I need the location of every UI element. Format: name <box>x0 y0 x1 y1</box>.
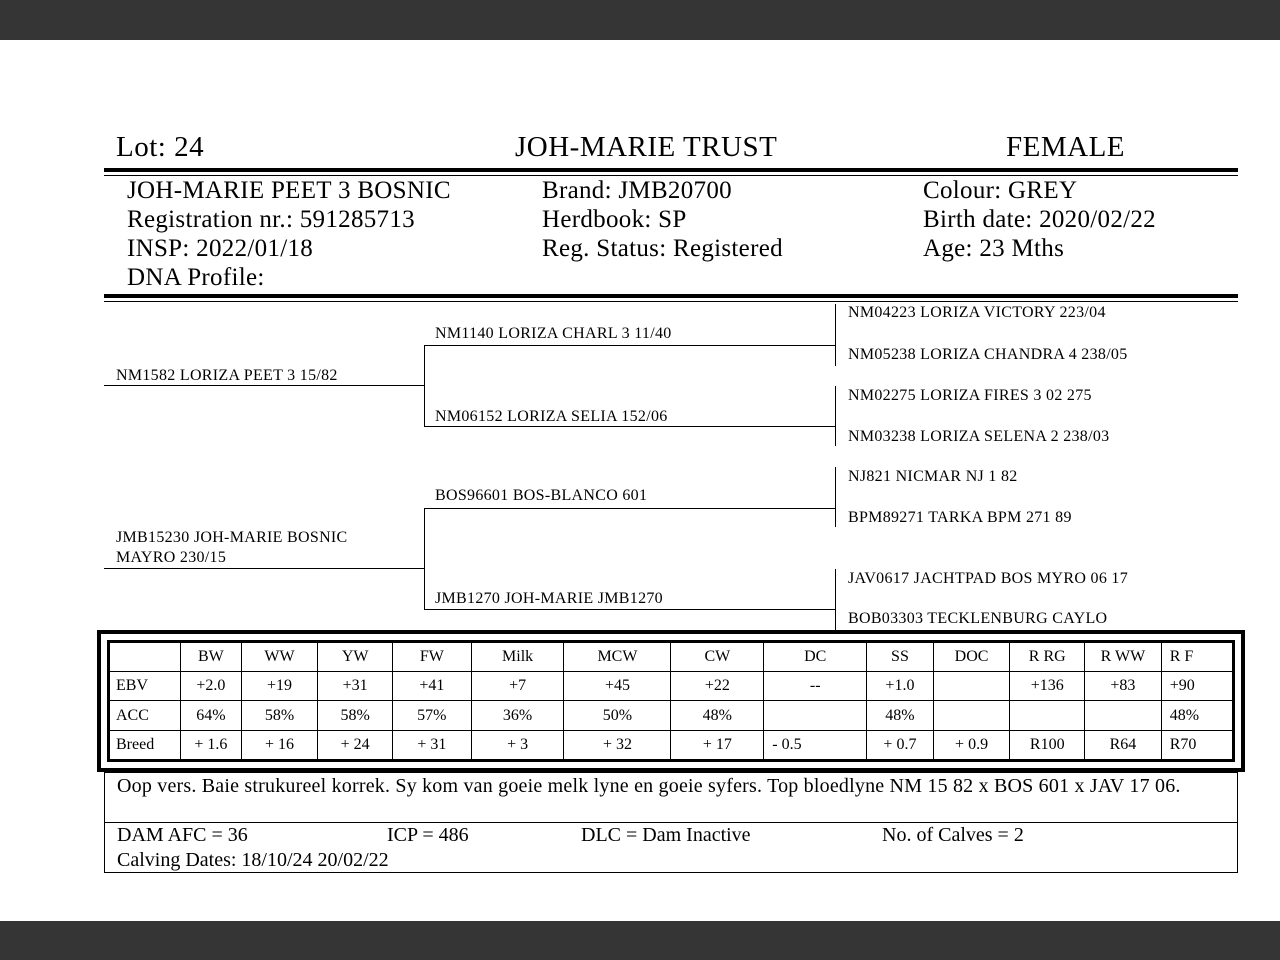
acc-cell: 50% <box>564 701 671 730</box>
acc-cell: 48% <box>671 701 764 730</box>
dam-line-2: MAYRO 230/15 <box>116 549 227 566</box>
ebv-cell: +19 <box>241 672 318 701</box>
acc-cell: 58% <box>241 701 318 730</box>
ebv-header: Milk <box>471 643 564 672</box>
dna-profile: DNA Profile: <box>127 264 265 291</box>
header-rule-thick <box>104 168 1238 172</box>
ebv-row-label: EBV <box>110 672 181 701</box>
dam-dam: JMB1270 JOH-MARIE JMB1270 <box>435 590 663 607</box>
comment-text: Oop vers. Baie strukureel korrek. Sy kom van goeie melk lyne en goeie syfers. Top bloedlyne NM 15 82 x BOS 601 x JAV 17 06. <box>117 775 1181 797</box>
ebv-table <box>110 643 1232 759</box>
acc-cell: 36% <box>471 701 564 730</box>
dam-afc: DAM AFC = 36 <box>117 824 248 846</box>
ebv-cell: +1.0 <box>867 672 934 701</box>
breed-row <box>110 730 1232 759</box>
number-of-calves: No. of Calves = 2 <box>882 824 1024 846</box>
dam-dam-dam: BOB03303 TECKLENBURG CAYLO <box>848 610 1108 627</box>
breed-cell: R100 <box>1010 730 1085 759</box>
ebv-header: DC <box>764 643 867 672</box>
ebv-row <box>110 672 1232 701</box>
dam-dam-sire: JAV0617 JACHTPAD BOS MYRO 06 17 <box>848 570 1129 587</box>
birth-date: Birth date: 2020/02/22 <box>923 206 1156 233</box>
info-rule-thick <box>104 294 1238 298</box>
dam-sire-dam: BPM89271 TARKA BPM 271 89 <box>848 509 1072 526</box>
sire-sire-dam: NM05238 LORIZA CHANDRA 4 238/05 <box>848 346 1128 363</box>
sire-dam-sire: NM02275 LORIZA FIRES 3 02 275 <box>848 387 1092 404</box>
breed-cell: + 31 <box>392 730 471 759</box>
breed-cell: R64 <box>1085 730 1162 759</box>
ebv-cell: +2.0 <box>181 672 242 701</box>
colour: Colour: GREY <box>923 177 1078 204</box>
ebv-cell: +45 <box>564 672 671 701</box>
registration-status: Reg. Status: Registered <box>542 235 783 262</box>
acc-cell: 58% <box>318 701 393 730</box>
animal-name: JOH-MARIE PEET 3 BOSNIC <box>127 177 451 204</box>
ebv-cell: +7 <box>471 672 564 701</box>
herdbook: Herdbook: SP <box>542 206 687 233</box>
dam-sire: BOS96601 BOS-BLANCO 601 <box>435 487 648 504</box>
breed-cell: + 3 <box>471 730 564 759</box>
brand: Brand: JMB20700 <box>542 177 732 204</box>
breed-cell: + 16 <box>241 730 318 759</box>
ebv-cell: +90 <box>1161 672 1232 701</box>
ebv-header: YW <box>318 643 393 672</box>
acc-row-label: ACC <box>110 701 181 730</box>
breed-cell: + 17 <box>671 730 764 759</box>
info-rule-thin <box>104 301 1238 302</box>
breeder-name: JOH-MARIE TRUST <box>515 131 778 163</box>
ebv-header <box>110 643 181 672</box>
sire-sire-sire: NM04223 LORIZA VICTORY 223/04 <box>848 304 1106 321</box>
ebv-cell: +83 <box>1085 672 1162 701</box>
dlc: DLC = Dam Inactive <box>581 824 751 846</box>
ebv-cell: -- <box>764 672 867 701</box>
ebv-header: DOC <box>933 643 1010 672</box>
ebv-cell: +41 <box>392 672 471 701</box>
icp: ICP = 486 <box>387 824 469 846</box>
ebv-header: FW <box>392 643 471 672</box>
ebv-header-row <box>110 643 1232 672</box>
acc-row <box>110 701 1232 730</box>
ebv-cell: +22 <box>671 672 764 701</box>
breed-cell: + 32 <box>564 730 671 759</box>
ebv-header: SS <box>867 643 934 672</box>
sire-dam: NM06152 LORIZA SELIA 152/06 <box>435 408 668 425</box>
acc-cell <box>1085 701 1162 730</box>
dam-sire-sire: NJ821 NICMAR NJ 1 82 <box>848 468 1018 485</box>
dam-line-1: JMB15230 JOH-MARIE BOSNIC <box>116 529 348 546</box>
ebv-cell: +31 <box>318 672 393 701</box>
ebv-header: CW <box>671 643 764 672</box>
acc-cell: 48% <box>867 701 934 730</box>
ebv-table-frame <box>97 630 1245 772</box>
ebv-header: BW <box>181 643 242 672</box>
bottom-bar <box>0 921 1280 960</box>
registration-number: Registration nr.: 591285713 <box>127 206 415 233</box>
ebv-header: WW <box>241 643 318 672</box>
acc-cell <box>1010 701 1085 730</box>
lot-number: Lot: 24 <box>116 131 205 163</box>
breed-cell: + 0.9 <box>933 730 1010 759</box>
top-bar <box>0 0 1280 40</box>
calving-dates: Calving Dates: 18/10/24 20/02/22 <box>117 849 389 871</box>
inspection-date: INSP: 2022/01/18 <box>127 235 314 262</box>
ebv-cell: +136 <box>1010 672 1085 701</box>
ebv-header: R RG <box>1010 643 1085 672</box>
sire: NM1582 LORIZA PEET 3 15/82 <box>116 367 338 384</box>
ebv-header: R F <box>1161 643 1232 672</box>
dam-stats-box <box>104 822 1238 873</box>
sire-sire: NM1140 LORIZA CHARL 3 11/40 <box>435 325 672 342</box>
sex-label: FEMALE <box>1006 131 1125 163</box>
breed-cell: + 24 <box>318 730 393 759</box>
acc-cell <box>764 701 867 730</box>
breed-cell: + 0.7 <box>867 730 934 759</box>
comment-box <box>104 772 1238 823</box>
sire-dam-dam: NM03238 LORIZA SELENA 2 238/03 <box>848 428 1110 445</box>
acc-cell: 48% <box>1161 701 1232 730</box>
breed-cell: R70 <box>1161 730 1232 759</box>
acc-cell <box>933 701 1010 730</box>
acc-cell: 57% <box>392 701 471 730</box>
breed-cell: - 0.5 <box>764 730 867 759</box>
ebv-header: MCW <box>564 643 671 672</box>
age: Age: 23 Mths <box>923 235 1065 262</box>
acc-cell: 64% <box>181 701 242 730</box>
breed-cell: + 1.6 <box>181 730 242 759</box>
ebv-cell <box>933 672 1010 701</box>
ebv-header: R WW <box>1085 643 1162 672</box>
breed-row-label: Breed <box>110 730 181 759</box>
